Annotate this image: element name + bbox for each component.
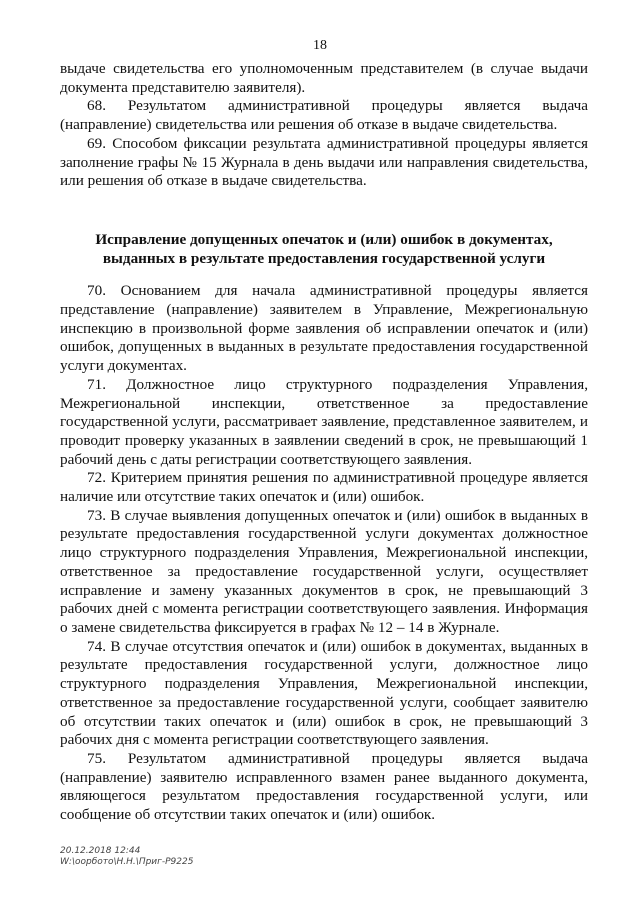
page-number: 18 [313, 38, 327, 53]
section-heading: Исправление допущенных опечаток и (или) ошибок в документах, выданных в результате предоставления государственной услуги [95, 230, 553, 267]
footer-timestamp: 20.12.2018 12:44 [60, 846, 141, 856]
paragraph--cont: выдаче свидетельства его уполномоченным представителем (в случае выдачи документа представителю заявителя). [60, 60, 588, 96]
paragraph-69: 69. Способом фиксации результата административной процедуры является заполнение графы № 15 Журнала в день выдачи или направления свидетельства, или решения об отказе в выдаче свидетельства. [60, 134, 588, 190]
paragraphs-bottom [60, 282, 588, 824]
paragraph-73: 73. В случае выявления допущенных опечаток и (или) ошибок в выданных в результате предоставления государственной услуги документах должностное лицо структурного подразделения Управления, Межрегиональной инспекции, ответственное за предоставление государственной услуги, осуществляет исправление и замену указанных документов в срок, не превышающий 3 рабочих дней с момента регистрации соответствующего заявления. Информация о замене свидетельства фиксируется в графах № 12 – 14 в Журнале. [60, 506, 588, 636]
paragraph-68: 68. Результатом административной процедуры является выдача (направление) свидетельства или решения об отказе в выдаче свидетельства. [60, 97, 588, 134]
footer-file-path: W:\оорбото\Н.Н.\Приг-Р9225 [60, 857, 194, 867]
paragraph-75: 75. Результатом административной процедуры является выдача (направление) заявителю исправленного взамен ранее выданного документа, являющегося результатом предоставления государственной услуги, или сообщение об отсутствии таких опечаток и (или) ошибок. [60, 749, 588, 824]
document-body [60, 60, 588, 825]
paragraph-71: 71. Должностное лицо структурного подразделения Управления, Межрегиональной инспекции, ответственное за предоставление государственной услуги, рассматривает заявление, представленное заявителем, и проводит проверку указанных в заявлении сведений в срок, не превышающий 1 рабочий день с даты регистрации соответствующего заявления. [60, 375, 588, 468]
paragraph-70: 70. Основанием для начала административной процедуры является представление (направление) заявителем в Управление, Межрегиональную инспекцию в произвольной форме заявления об исправлении опечаток и (или) ошибок, допущенных в выданных в результате предоставления государственной услуги документах. [60, 282, 588, 375]
paragraph-72: 72. Критерием принятия решения по административной процедуре является наличие или отсутствие таких опечаток и (или) ошибок. [60, 469, 588, 506]
document-footer [60, 846, 193, 868]
paragraph-74: 74. В случае отсутствия опечаток и (или) ошибок в документах, выданных в результате предоставления государственной услуги, должностное лицо структурного подразделения Управления, Межрегиональной инспекции, ответственное за предоставление государственной услуги, сообщает заявителю об отсутствии таких опечаток и (или) ошибок в срок, не превышающий 3 рабочих дня с момента регистрации соответствующего заявления. [60, 637, 588, 749]
paragraphs-top [60, 60, 588, 191]
